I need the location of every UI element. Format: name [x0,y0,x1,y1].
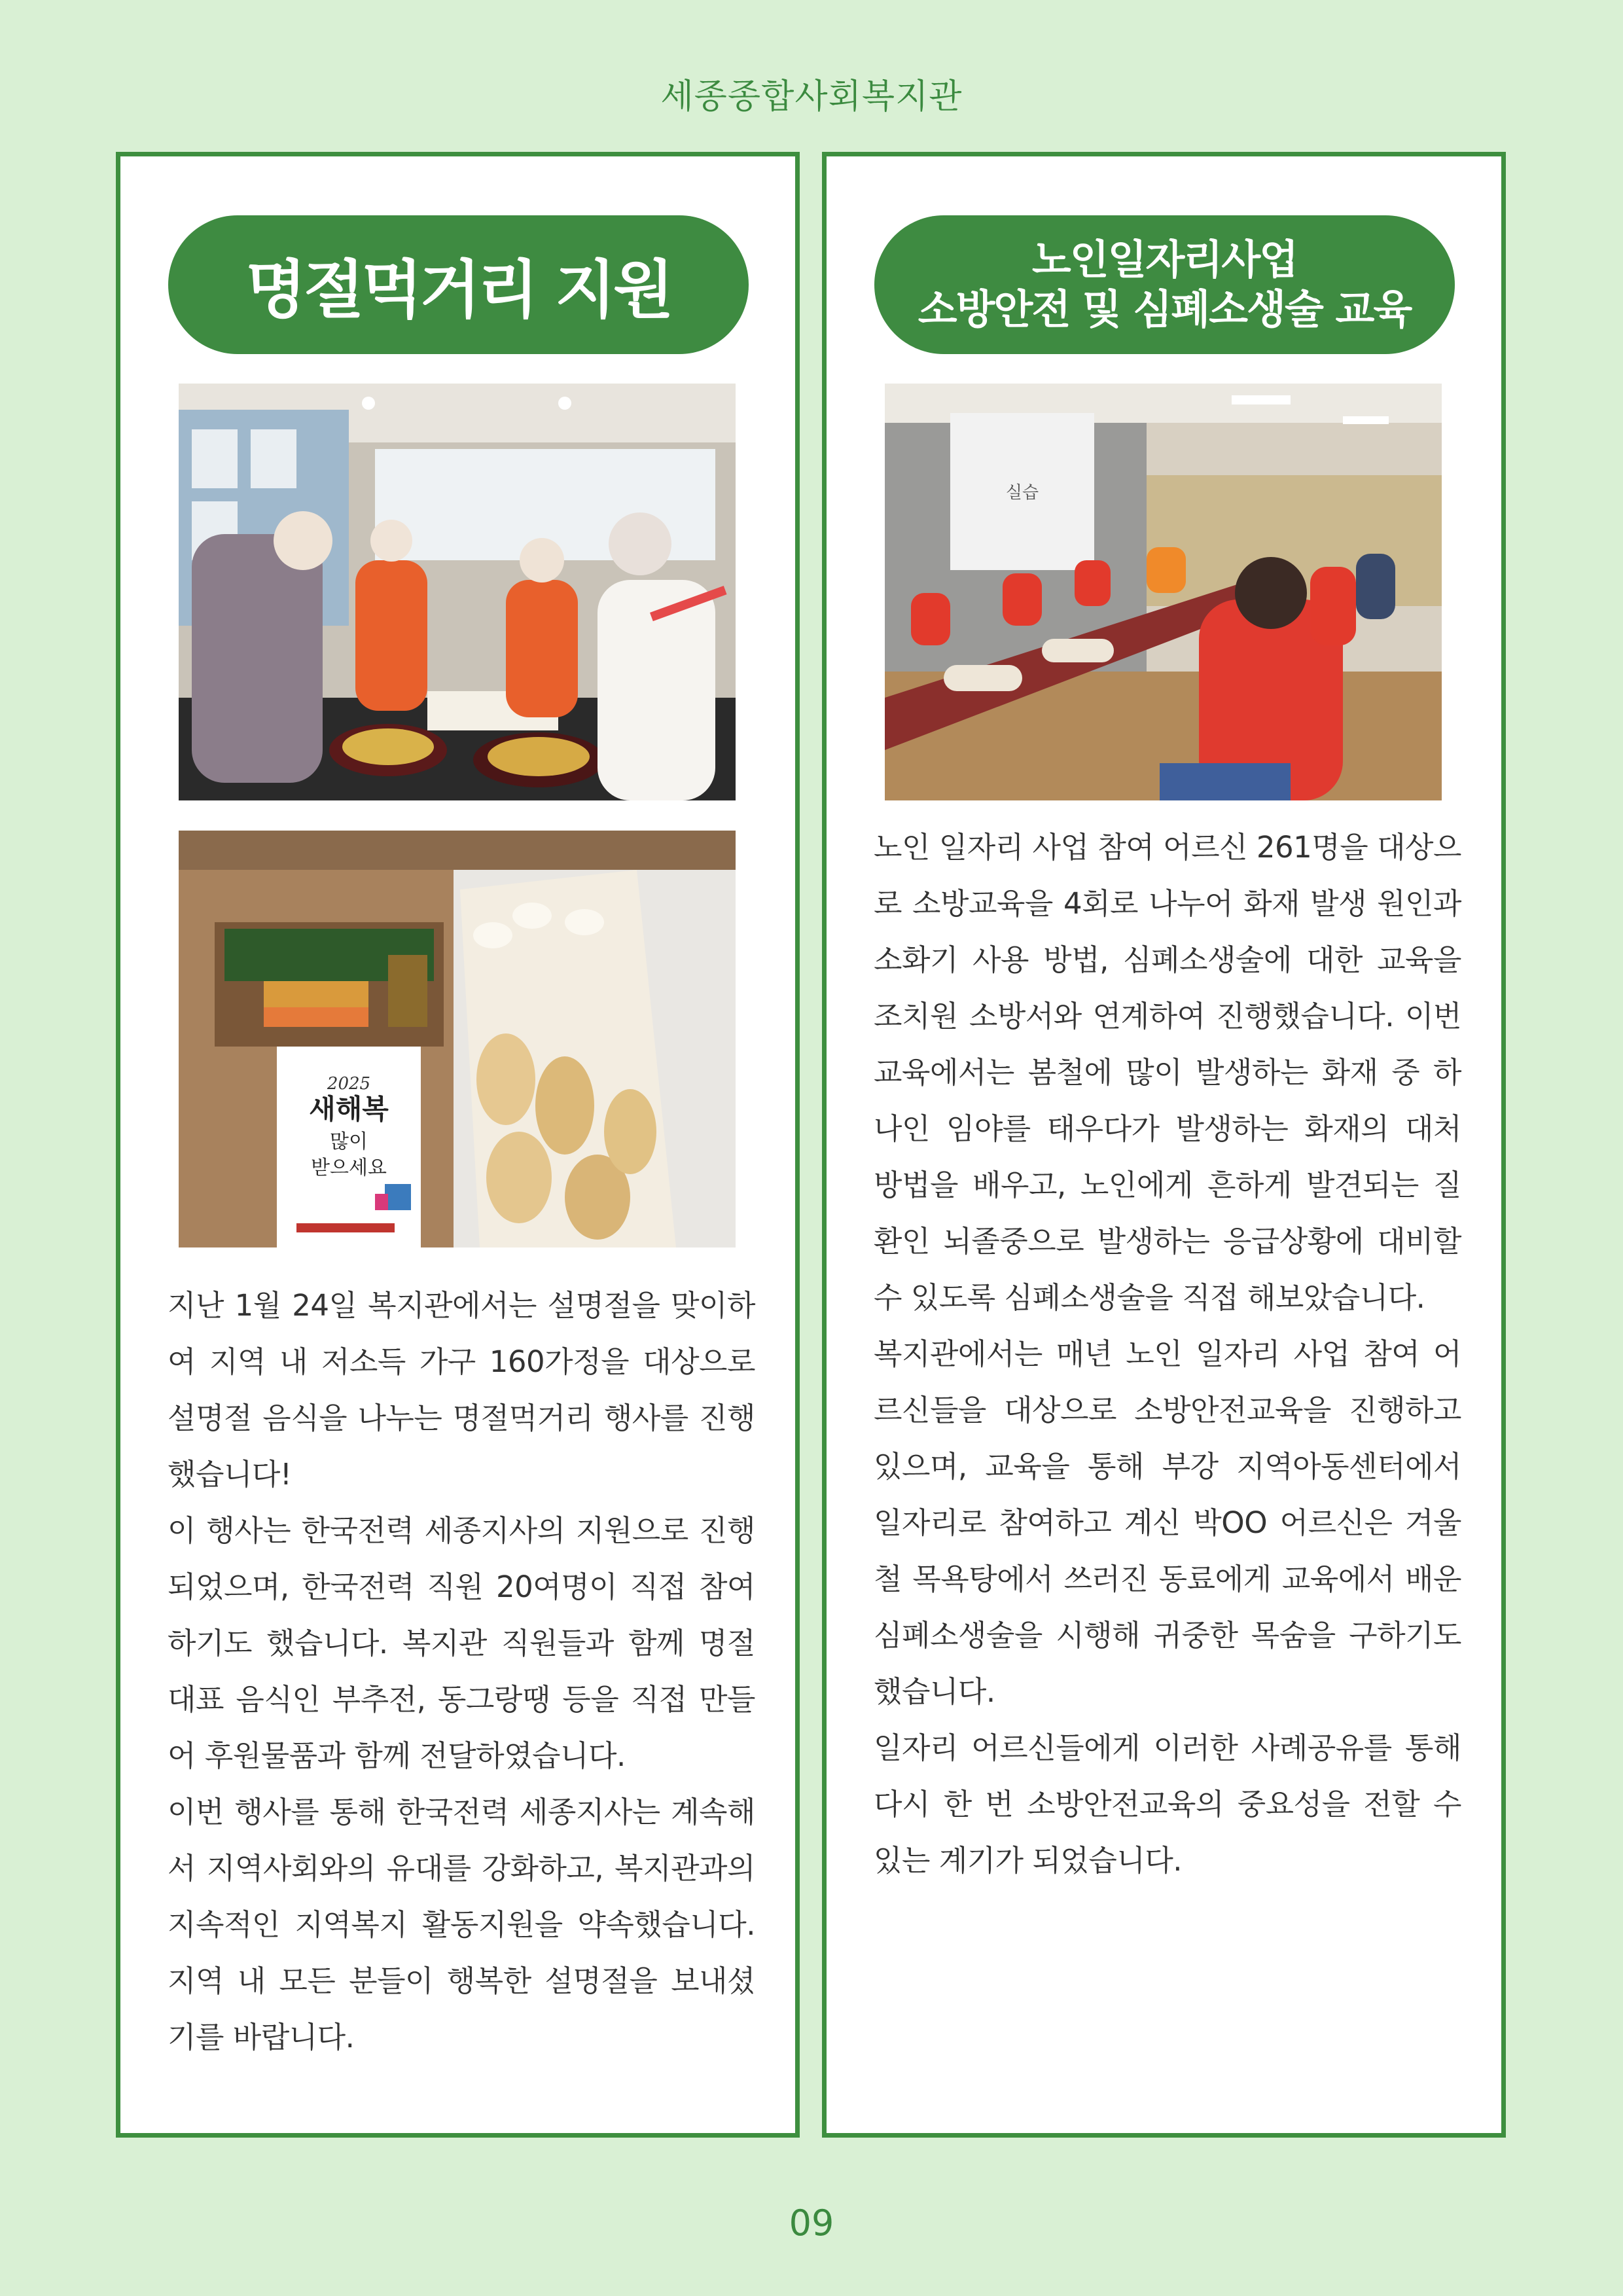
right-paragraph: 일자리 어르신들에게 이러한 사례공유를 통해 다시 한 번 소방안전교육의 중요성을 전할 수 있는 계기가 되었습니다. [874,1731,1461,1878]
organization-name: 세종종합사회복지관 [660,77,963,117]
right-paragraph: 노인 일자리 사업 참여 어르신 261명을 대상으로 소방교육을 4회로 나누어 화재 발생 원인과 소화기 사용 방법, 심폐소생술에 대한 교육을 조치원 소방서와 연계하여 진행했습니다. 이번 교육에서는 봄철에 많이 발생하는 화재 중 하나인 임야를 태우다가 발생하는 화재의 대처 방법을 배우고, 노인에게 흔하게 발견되는 질환인 뇌졸중으로 발생하는 응급상황에 대비할 수 있도록 심폐소생술을 직접 해보았습니다. [874,830,1461,1315]
food-package-photo [179,831,736,1247]
left-article-title: 명절먹거리 지원 [168,215,749,354]
right-article-body [874,819,1461,1889]
left-paragraph: 이번 행사를 통해 한국전력 세종지사는 계속해서 지역사회와의 유대를 강화하고, 복지관과의 지속적인 지역복지 활동지원을 약속했습니다. 지역 내 모든 분들이 행복한 설명절을 보내셨기를 바랍니다. [168,1795,755,2054]
card-greeting-line2: 많이 [330,1130,368,1153]
card-greeting-line1: 새해복 [309,1093,389,1125]
right-article-panel [822,152,1506,2138]
cpr-training-photo [885,384,1442,800]
screen-text: 실습 [1005,483,1039,503]
left-paragraph: 이 행사는 한국전력 세종지사의 지원으로 진행되었으며, 한국전력 직원 20여명이 직접 참여하기도 했습니다. 복지관 직원들과 함께 명절 대표 음식인 부추전, 동그랑땡 등을 직접 만들어 후원물품과 함께 전달하였습니다. [168,1513,755,1773]
left-article-panel [116,152,800,2138]
page-number: 09 [789,2202,834,2244]
left-paragraph: 지난 1월 24일 복지관에서는 설명절을 맞이하여 지역 내 저소득 가구 160가정을 대상으로 설명절 음식을 나누는 명절먹거리 행사를 진행했습니다! [168,1288,755,1492]
right-title-line1: 노인일자리사업 [1031,236,1298,283]
cooking-volunteers-photo [179,384,736,800]
left-article-body [168,1278,755,2066]
card-greeting-line3: 받으세요 [311,1157,387,1179]
right-paragraph: 복지관에서는 매년 노인 일자리 사업 참여 어르신들을 대상으로 소방안전교육을 진행하고 있으며, 교육을 통해 부강 지역아동센터에서 일자리로 참여하고 계신 박OO 어르신은 겨울철 목욕탕에서 쓰러진 동료에게 교육에서 배운 심폐소생술을 시행해 귀중한 목숨을 구하기도 했습니다. [874,1336,1461,1709]
card-year-text: 2025 [327,1074,371,1094]
right-article-title [874,215,1455,354]
right-title-line2: 소방안전 및 심폐소생술 교육 [918,285,1412,333]
